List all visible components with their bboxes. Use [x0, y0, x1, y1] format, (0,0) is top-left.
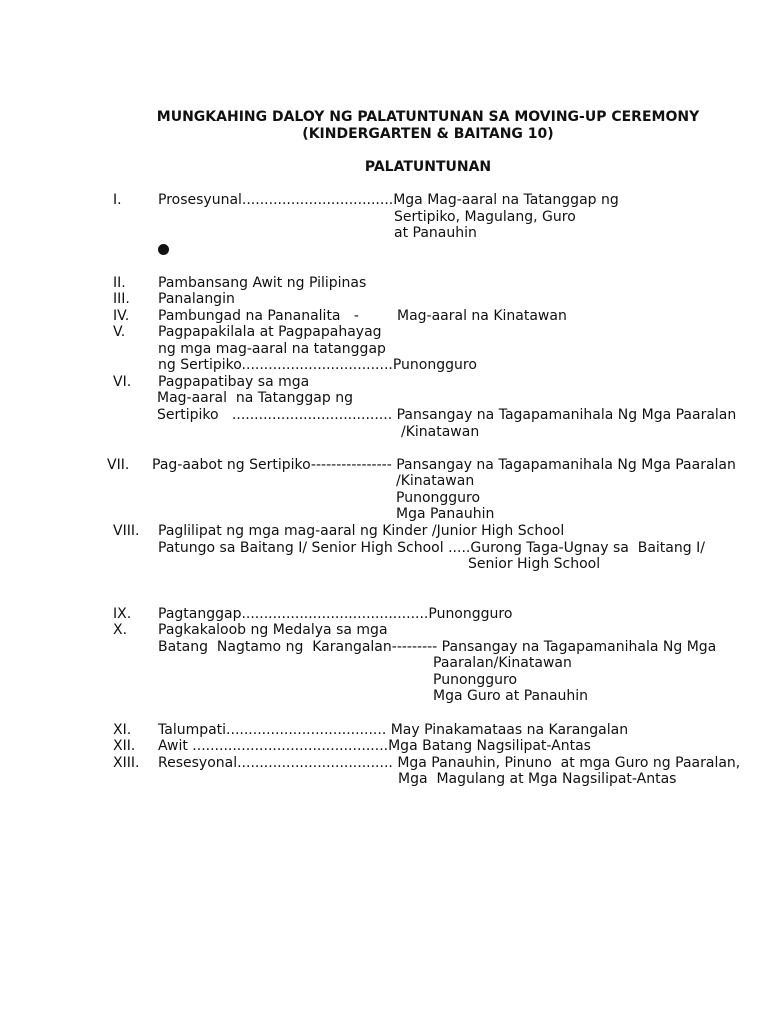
item-number: XII.: [113, 738, 136, 754]
item-text: Paglilipat ng mga mag-aaral ng Kinder /Junior High School: [158, 523, 565, 539]
item-text: at Panauhin: [394, 225, 477, 241]
item-number: VI.: [113, 374, 132, 390]
item-text: Sertipiko .................................... Pansangay na Tagapamanihala Ng Mga Paaralan: [157, 407, 737, 423]
item-text: ng Sertipiko..................................Punongguro: [158, 357, 477, 373]
item-text: Mag-aaral na Kinatawan: [397, 308, 567, 324]
item-text: Pambansang Awit ng Pilipinas: [158, 275, 367, 291]
item-number: IX.: [113, 606, 132, 622]
item-text: Punongguro: [396, 490, 481, 506]
section-heading: PALATUNTUNAN: [364, 159, 492, 175]
item-number: X.: [113, 622, 128, 638]
document-title-line1: MUNGKAHING DALOY NG PALATUNTUNAN SA MOVING-UP CEREMONY: [156, 109, 700, 125]
bullet-icon: [158, 244, 169, 255]
item-text: Batang Nagtamo ng Karangalan--------- Pansangay na Tagapamanihala Ng Mga: [158, 639, 717, 655]
item-text: Panalangin: [158, 291, 235, 307]
item-text: Senior High School: [468, 556, 601, 572]
item-text: Punongguro: [433, 672, 518, 688]
document-title-line2: (KINDERGARTEN & BAITANG 10): [302, 126, 554, 142]
item-text: Pambungad na Pananalita -: [158, 308, 359, 324]
item-text: /Kinatawan: [396, 473, 475, 489]
item-text: ng mga mag-aaral na tatanggap: [158, 341, 386, 357]
item-text: Mag-aaral na Tatanggap ng: [157, 390, 353, 406]
item-text: Awit ............................................Mga Batang Nagsilipat-Antas: [158, 738, 591, 754]
item-number: V.: [113, 324, 126, 340]
item-text: Resesyonal................................... Mga Panauhin, Pinuno at mga Guro ng Paaralan,: [158, 755, 741, 771]
item-text: Mga Panauhin: [396, 506, 495, 522]
item-text: Pagkakaloob ng Medalya sa mga: [158, 622, 388, 638]
item-text: Mga Guro at Panauhin: [433, 688, 589, 704]
item-number: XI.: [113, 722, 132, 738]
item-number: II.: [113, 275, 126, 291]
item-number: VII.: [107, 457, 130, 473]
item-text: Pagpapatibay sa mga: [158, 374, 310, 390]
item-text: /Kinatawan: [401, 424, 480, 440]
item-text: Patungo sa Baitang I/ Senior High School .....Gurong Taga-Ugnay sa Baitang I/: [158, 540, 705, 556]
item-number: VIII.: [113, 523, 140, 539]
item-text: Talumpati.................................... May Pinakamataas na Karangalan: [158, 722, 629, 738]
item-text: Sertipiko, Magulang, Guro: [394, 209, 576, 225]
item-number: XIII.: [113, 755, 140, 771]
item-text: Prosesyunal..................................Mga Mag-aaral na Tatanggap ng: [158, 192, 619, 208]
item-number: I.: [113, 192, 122, 208]
item-text: Mga Magulang at Mga Nagsilipat-Antas: [398, 771, 677, 787]
item-number: IV.: [113, 308, 130, 324]
item-text: Pag-aabot ng Sertipiko---------------- Pansangay na Tagapamanihala Ng Mga Paaralan: [152, 457, 736, 473]
item-text: Paaralan/Kinatawan: [433, 655, 572, 671]
item-text: Pagpapakilala at Pagpapahayag: [158, 324, 382, 340]
item-number: III.: [113, 291, 130, 307]
item-text: Pagtanggap..........................................Punongguro: [158, 606, 513, 622]
